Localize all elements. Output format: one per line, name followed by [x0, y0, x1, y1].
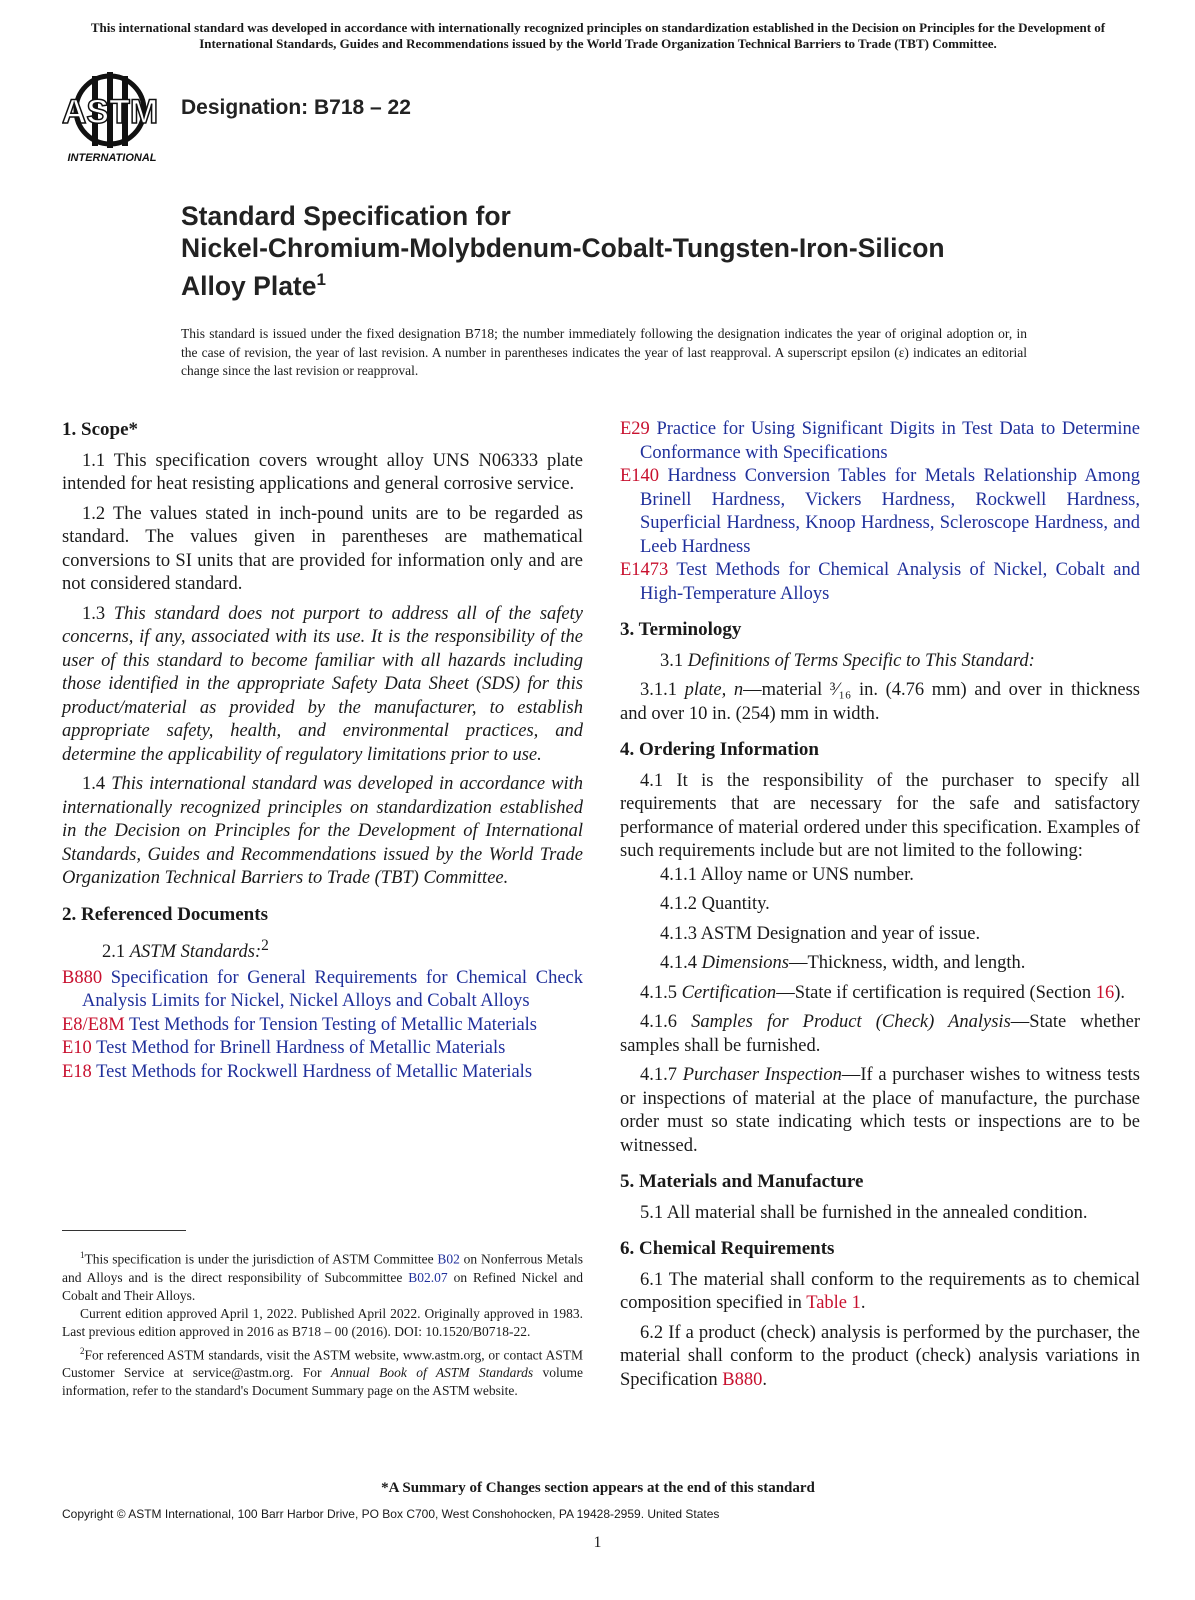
paragraph-3-1-text: Definitions of Terms Specific to This Standard: [687, 650, 1035, 671]
astm-logo-icon [62, 68, 172, 168]
ref-text: Test Method for Brinell Hardness of Metallic Materials [96, 1038, 506, 1059]
paragraph-3-1-1-num: 3.1.1 [640, 680, 677, 700]
ref-link-e18[interactable] [62, 1061, 583, 1085]
item-num: 4.1.6 [640, 1012, 677, 1032]
footnote-2-mark: 2 [80, 1345, 85, 1356]
paragraph-5-1: 5.1 All material shall be furnished in the annealed condition. [640, 1202, 1088, 1223]
paragraph-6-1-text: 6.1 The material shall conform to the requirements as to chemical composition specified in [620, 1269, 1140, 1313]
ref-code: B880 [62, 967, 103, 988]
section-heading-ordering: 4. Ordering Information [620, 739, 819, 760]
paragraph-6-1 [620, 1269, 1140, 1316]
item-4-1-7 [620, 1064, 1140, 1158]
item-4-1-4 [620, 952, 1140, 976]
section-heading-chemical: 6. Chemical Requirements [620, 1238, 835, 1259]
item-text: —Thickness, width, and length. [789, 953, 1026, 973]
ref-code: E1473 [620, 560, 669, 580]
footnote-1 [62, 1246, 583, 1305]
item-4-1-1: 4.1.1 Alloy name or UNS number. [660, 864, 914, 885]
ref-text: Test Methods for Tension Testing of Metallic Materials [129, 1014, 538, 1035]
item-term: Purchaser Inspection [682, 1065, 842, 1085]
item-4-1-5 [620, 982, 1140, 1006]
ref-link-e140[interactable] [620, 465, 1140, 559]
footnote-mark-2: 2 [261, 937, 269, 954]
paragraph-3-1-num: 3.1 [660, 650, 684, 671]
paragraph-6-2 [620, 1322, 1140, 1393]
footnotes [62, 1246, 583, 1401]
footnote-1-text-a: This specification is under the jurisdiction of ASTM Committee [84, 1251, 438, 1267]
paragraph-3-1-1-text: —material ³⁄₁₆ in. (4.76 mm) and over in thickness and over 10 in. (254) mm in width. [620, 680, 1140, 724]
title-line-3-text: Alloy Plate [181, 270, 317, 301]
link-b02[interactable]: B02 [437, 1251, 460, 1267]
top-note: This international standard was developed in accordance with internationally recognized principles on standardization established in the Decision on Principles for the Development of International Standards, Guides and Recommendations issued by the World Trade Organization Technical Barriers to Trade (TBT) Committee. [90, 20, 1106, 51]
item-num: 4.1.7 [640, 1065, 677, 1085]
paragraph-1-1: 1.1 This specification covers wrought alloy UNS N06333 plate intended for heat resisting applications and general corrosive service. [62, 450, 583, 494]
paragraph-6-2-text: 6.2 If a product (check) analysis is performed by the purchaser, the material shall conform to the product (check) analysis variations in Specification [620, 1322, 1140, 1390]
logo-caption: INTERNATIONAL [67, 152, 157, 164]
link-table-1[interactable]: Table 1 [806, 1293, 861, 1313]
paragraph-3-1 [620, 650, 1140, 674]
title-line-2: Nickel-Chromium-Molybdenum-Cobalt-Tungsten-Iron-Silicon [181, 233, 945, 263]
footnote-1-text-b: on Nonferrous Metals and Alloys and is the direct responsibility of Subcommittee [62, 1251, 584, 1285]
paragraph-2-1 [62, 934, 583, 965]
paragraph-2-1-label: ASTM Standards: [129, 942, 262, 963]
paragraph-1-2: 1.2 The values stated in inch-pound units are to be regarded as standard. The values given in parentheses are mathematical conversions to SI units that are provided for information only and are not considered standard. [62, 503, 583, 594]
astm-logo [62, 68, 172, 168]
paragraph-1-4 [62, 773, 583, 891]
ref-link-e29[interactable] [620, 418, 1140, 465]
paragraph-1-3-num: 1.3 [82, 603, 106, 624]
footnote-1-edition: Current edition approved April 1, 2022. Published April 2022. Originally approved in 1983. Last previous edition approved in 2016 as B718 – 00 (2016). DOI: 10.1520/B0718-22. [62, 1306, 583, 1340]
item-text: —If a purchaser wishes to witness tests or inspections of material at the place of manufacture, the purchase order must so state indicating which tests or inspections are to be witnessed. [620, 1065, 1141, 1156]
item-text-end: ). [1114, 982, 1126, 1003]
copyright: Copyright © ASTM International, 100 Barr Harbor Drive, PO Box C700, West Conshohocken, PA 19428-2959. United States [62, 1507, 720, 1521]
item-term: Samples for Product (Check) Analysis [691, 1012, 1011, 1032]
item-term: Dimensions [701, 953, 789, 973]
ref-code: E29 [620, 419, 650, 439]
ref-code: E8/E8M [62, 1014, 125, 1035]
paragraph-1-4-text: This international standard was developed in accordance with internationally recognized principles on standardization established in the Decision on Principles for the Development of International Standards, Guides and Recommendations issued by the World Trade Organization Technical Barriers to Trade (TBT) Committee. [62, 774, 584, 888]
section-heading-scope: 1. Scope* [62, 419, 138, 440]
ref-code: E140 [620, 466, 660, 486]
ref-code: E10 [62, 1038, 92, 1059]
summary-of-changes-note: *A Summary of Changes section appears at the end of this standard [381, 1480, 815, 1496]
term-plate: plate, n [684, 680, 744, 700]
item-4-1-6 [620, 1011, 1140, 1058]
item-text: —State if certification is required (Section [776, 982, 1096, 1003]
item-num: 4.1.4 [660, 953, 697, 973]
logo-letters: ASTM [62, 93, 159, 131]
title-line-1: Standard Specification for [181, 201, 511, 231]
paragraph-4-1: 4.1 It is the responsibility of the purchaser to specify all requirements that are necessary for the safe and satisfactory performance of material ordered under this specification. Examples of such requirements include but are not limited to the following: [620, 770, 1140, 861]
left-column [62, 418, 583, 1084]
ref-code: E18 [62, 1061, 92, 1082]
issuance-note: This standard is issued under the fixed designation B718; the number immediately following the designation indicates the year of original adoption or, in the case of revision, the year of last revision. A number in parentheses indicates the year of last reapproval. A superscript epsilon (ε) indicates an editorial change since the last revision or reapproval. [181, 326, 1027, 378]
section-heading-terminology: 3. Terminology [620, 619, 742, 640]
ref-text: Hardness Conversion Tables for Metals Relationship Among Brinell Hardness, Vickers Hardness, Rockwell Hardness, Superficial Hardness, Knoop Hardness, Scleroscope Hardness, and Leeb Hardness [640, 466, 1140, 557]
item-4-1-2: 4.1.2 Quantity. [660, 894, 770, 914]
ref-text: Test Methods for Rockwell Hardness of Metallic Materials [96, 1061, 533, 1082]
link-section-16[interactable]: 16 [1095, 982, 1115, 1003]
footnote-1-mark: 1 [80, 1250, 85, 1260]
ref-text: Test Methods for Chemical Analysis of Nickel, Cobalt and High-Temperature Alloys [640, 560, 1140, 604]
footnote-2-text-a: For referenced ASTM standards, visit the ASTM website, www.astm.org, or contact ASTM Customer Service at service@astm.org. For [62, 1347, 583, 1381]
ref-link-e1473[interactable] [620, 559, 1140, 606]
footnote-2-italic: Annual Book of ASTM Standards [330, 1365, 534, 1381]
footnote-2 [62, 1342, 583, 1401]
ref-text: Specification for General Requirements for Chemical Check Analysis Limits for Nickel, Nickel Alloys and Cobalt Alloys [82, 967, 583, 1012]
title-line-3 [181, 264, 1081, 302]
title-footnote-mark: 1 [316, 270, 326, 289]
section-heading-materials: 5. Materials and Manufacture [620, 1171, 864, 1192]
link-b02-07[interactable]: B02.07 [408, 1269, 448, 1285]
ref-link-e8[interactable] [62, 1014, 583, 1038]
section-heading-referenced-documents: 2. Referenced Documents [62, 903, 268, 925]
page-number: 1 [593, 1534, 602, 1551]
paragraph-1-4-num: 1.4 [82, 774, 106, 794]
designation: Designation: B718 – 22 [181, 96, 411, 119]
item-4-1-3: 4.1.3 ASTM Designation and year of issue. [660, 923, 981, 944]
paragraph-6-1-end: . [860, 1293, 866, 1313]
paragraph-1-3-text: This standard does not purport to address all of the safety concerns, if any, associated with its use. It is the responsibility of the user of this standard to become familiar with all hazards including those identified in the appropriate Safety Data Sheet (SDS) for this product/material as provided by the manufacturer, to establish appropriate safety, health, and environmental practices, and determine the applicability of regulatory limitations prior to use. [62, 603, 583, 765]
item-term: Certification [681, 982, 777, 1003]
ref-link-b880[interactable] [62, 967, 583, 1014]
item-num: 4.1.5 [640, 982, 677, 1003]
footnote-rule [62, 1230, 186, 1231]
link-b880[interactable]: B880 [722, 1369, 763, 1390]
paragraph-6-2-end: . [762, 1369, 767, 1390]
document-title [181, 200, 1081, 302]
footnote-1-text-c: on Refined Nickel and Cobalt and Their Alloys. [62, 1269, 583, 1303]
paragraph-2-1-num: 2.1 [102, 942, 126, 963]
right-column [620, 418, 1140, 1398]
ref-text: Practice for Using Significant Digits in Test Data to Determine Conformance with Specifications [640, 419, 1141, 463]
paragraph-3-1-1 [620, 679, 1140, 726]
paragraph-1-3 [62, 603, 583, 768]
footnote-2-text-b: volume information, refer to the standard's Document Summary page on the ASTM website. [62, 1365, 583, 1399]
ref-link-e10[interactable] [62, 1037, 583, 1061]
item-text: —State whether samples shall be furnished. [620, 1012, 1140, 1056]
